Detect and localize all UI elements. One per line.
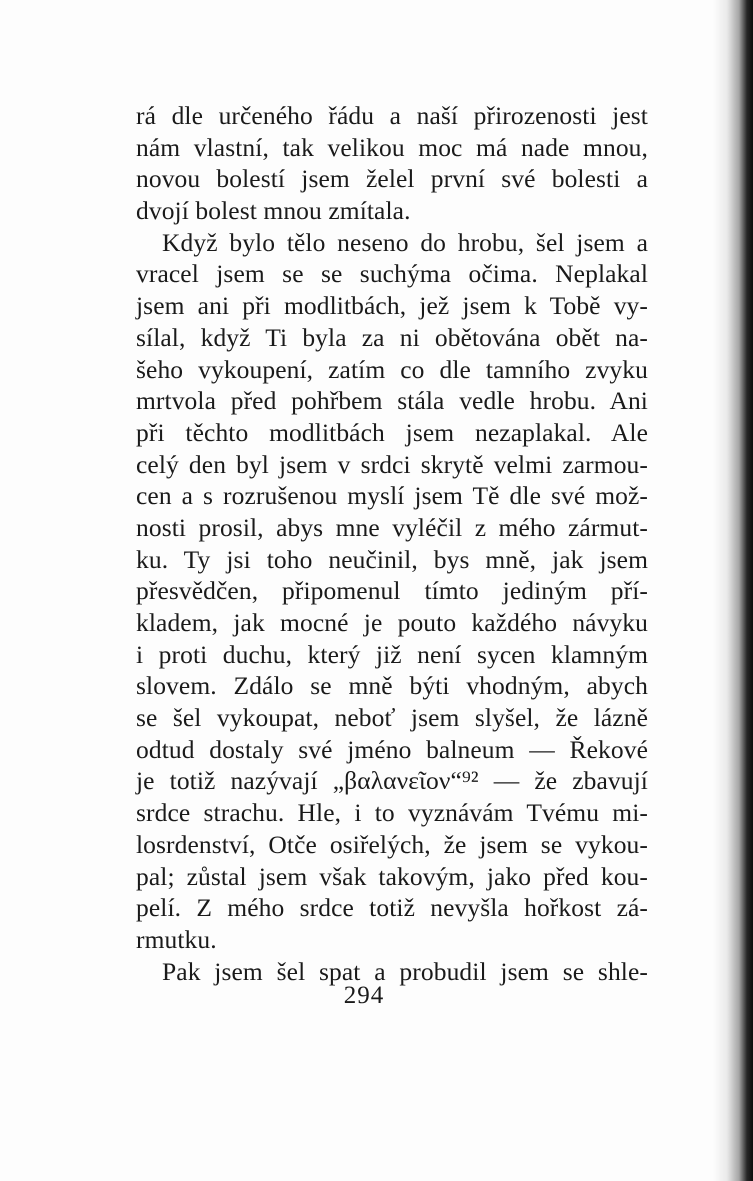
text-line: se šel vykoupat, neboť jsem slyšel, že lázně — [136, 703, 648, 733]
text-line: dvojí bolest mnou zmítala. — [136, 196, 411, 226]
text-line: přesvědčen, připomenul tímto jediným pří- — [136, 576, 648, 606]
text-line: novou bolestí jsem želel první své bolesti a — [136, 164, 648, 194]
text-line: jsem ani při modlitbách, jež jsem k Tobě vy- — [136, 291, 648, 321]
text-line: mrtvola před pohřbem stála vedle hrobu. Ani — [136, 386, 648, 416]
text-line: vracel jsem se se suchýma očima. Neplakal — [136, 259, 648, 289]
text-line: kladem, jak mocné je pouto každého návyku — [136, 608, 648, 637]
text-line: rmutku. — [136, 924, 217, 954]
text-line: i proti duchu, který již není sycen klamným — [136, 639, 648, 669]
text-line: celý den byl jsem v srdci skrytě velmi zarmou- — [136, 449, 648, 479]
text-line: ku. Ty jsi toho neučinil, bys mně, jak jsem — [136, 544, 648, 574]
text-line: odtud dostaly své jméno balneum — Řekové — [136, 734, 648, 764]
page-number: 294 — [343, 982, 385, 1009]
text-line: šeho vykoupení, zatím co dle tamního zvyku — [136, 354, 648, 384]
text-line: nám vlastní, tak velikou moc má nade mnou, — [136, 132, 648, 162]
text-line: losrdenství, Otče osiřelých, že jsem se vykou- — [136, 829, 648, 859]
text-line: rá dle určeného řádu a naší přirozenosti jest — [136, 101, 648, 130]
page-edge-shadow — [713, 0, 753, 1181]
text-line: pelí. Z mého srdce totiž nevyšla hořkost zá- — [136, 893, 648, 923]
text-line: Když bylo tělo neseno do hrobu, šel jsem a — [162, 227, 648, 257]
text-line: pal; zůstal jsem však takovým, jako před kou- — [136, 861, 648, 891]
text-line: nosti prosil, abys mne vyléčil z mého zármut- — [136, 512, 648, 542]
text-line: při těchto modlitbách jsem nezaplakal. Ale — [136, 417, 648, 447]
text-line: slovem. Zdálo se mně býti vhodným, abych — [136, 671, 648, 701]
text-line: srdce strachu. Hle, i to vyznávám Tvému mi- — [136, 798, 648, 828]
text-line: je totiž nazývají „βαλανεῖον“⁹² — že zbavují — [136, 766, 648, 796]
text-line: Pak jsem šel spat a probudil jsem se shle- — [162, 956, 648, 986]
text-line: sílal, když Ti byla za ni obětována obět na- — [136, 322, 648, 352]
body-text — [136, 100, 648, 987]
text-line: cen a s rozrušenou myslí jsem Tě dle své mož- — [136, 481, 648, 511]
